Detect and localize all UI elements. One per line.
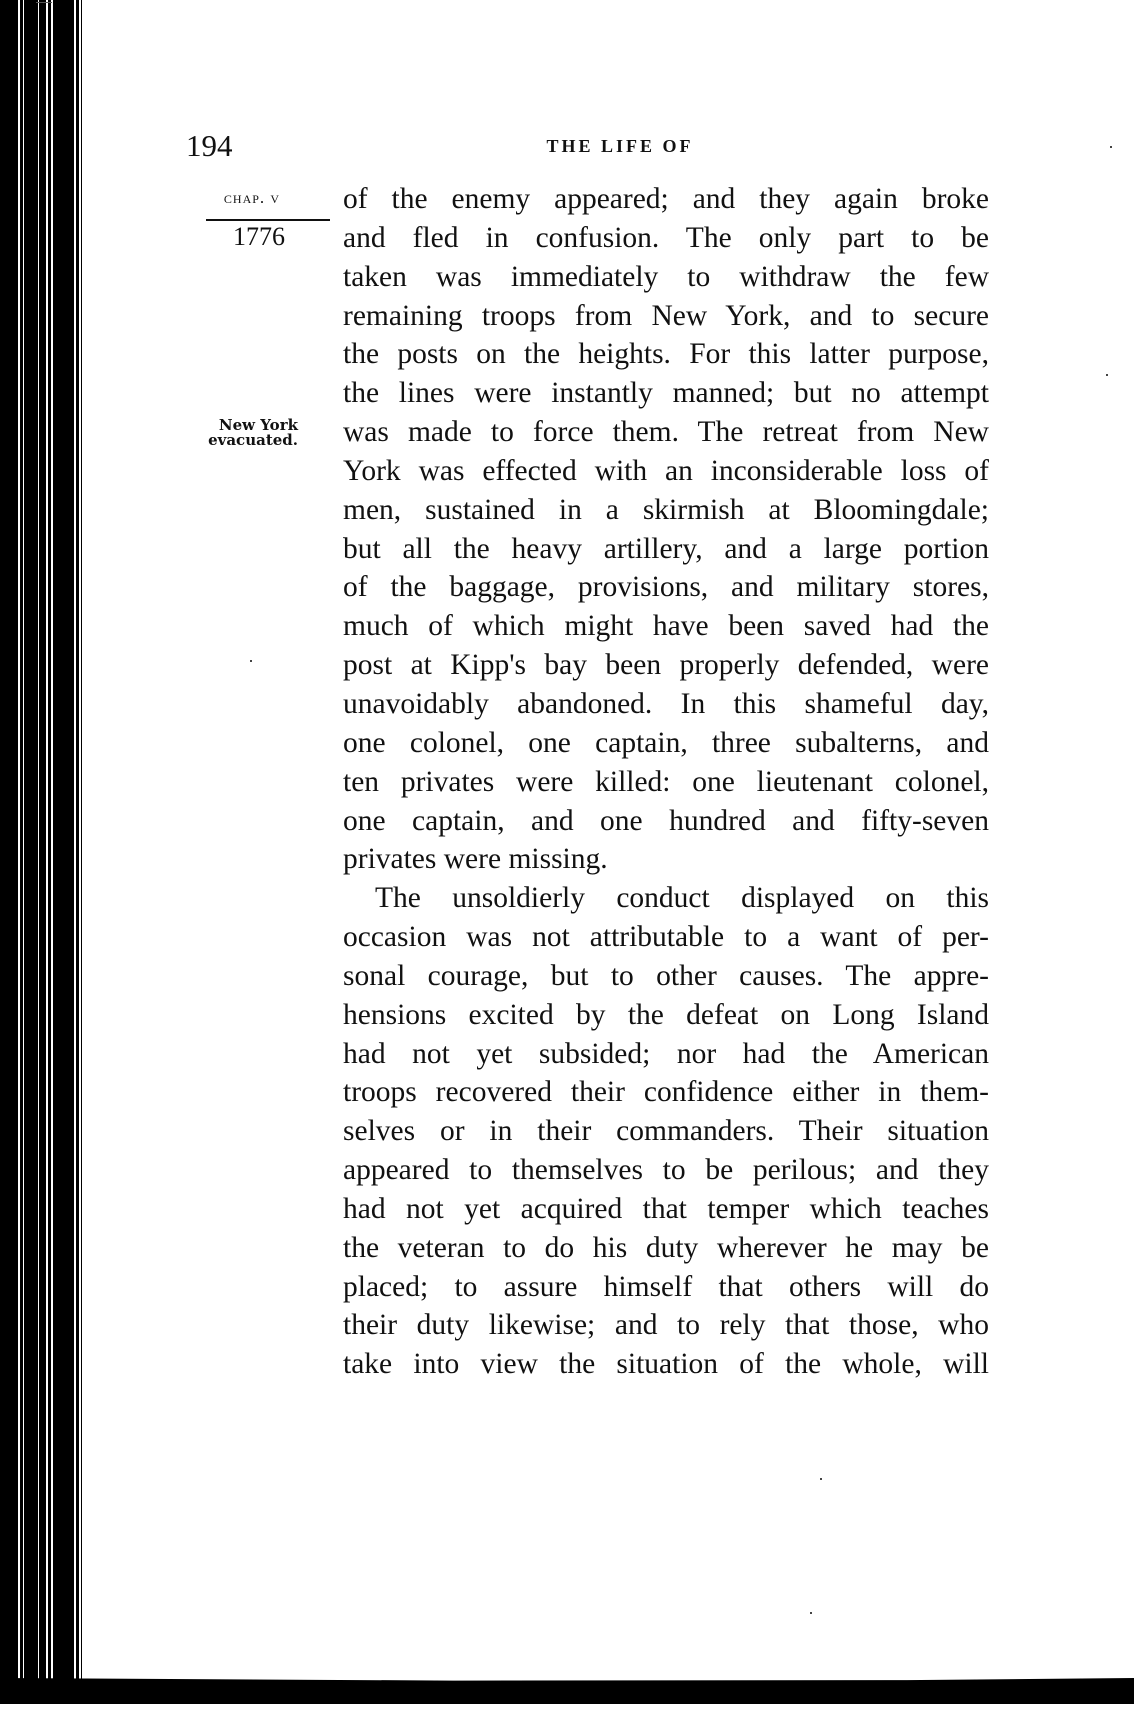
- text-line: The unsoldierly conduct displayed on this: [375, 882, 989, 915]
- margin-note-line: New York: [218, 416, 298, 434]
- text-line: much of which might have been saved had the: [343, 610, 989, 643]
- page-bottom-edge-shadow: [0, 1678, 1134, 1704]
- text-line: occasion was not attributable to a want of per-: [343, 921, 989, 954]
- text-line: placed; to assure himself that others will do: [343, 1270, 989, 1303]
- scan-artifact: [36, 2, 52, 3]
- book-spine-edge: [60, 0, 68, 1700]
- text-line: men, sustained in a skirmish at Bloomingdale;: [343, 493, 989, 526]
- text-line: but all the heavy artillery, and a large portion: [343, 532, 989, 565]
- text-line: take into view the situation of the whole, will: [343, 1348, 989, 1381]
- text-line: had not yet subsided; nor had the American: [343, 1037, 989, 1070]
- margin-chapter-label: chap. v: [223, 188, 281, 207]
- book-spine-edge: [24, 0, 38, 1700]
- text-line: sonal courage, but to other causes. The appre-: [343, 959, 989, 992]
- page-number: 194: [186, 128, 233, 163]
- text-line: was made to force them. The retreat from New: [343, 416, 989, 449]
- text-line: the veteran to do his duty wherever he may be: [343, 1231, 989, 1264]
- margin-note: [180, 418, 298, 448]
- scan-speck: [820, 1478, 822, 1480]
- text-line: and fled in confusion. The only part to be: [343, 221, 989, 254]
- text-line: York was effected with an inconsiderable loss of: [343, 454, 989, 487]
- text-line: remaining troops from New York, and to secure: [343, 299, 989, 332]
- text-line: appeared to themselves to be perilous; and they: [343, 1154, 989, 1187]
- book-spine-edge: [0, 0, 14, 1700]
- text-line: of the enemy appeared; and they again broke: [343, 183, 989, 215]
- text-line: one colonel, one captain, three subalterns, and: [343, 726, 989, 759]
- text-line: hensions excited by the defeat on Long Island: [343, 998, 989, 1031]
- margin-divider: [206, 219, 330, 221]
- text-line: ten privates were killed: one lieutenant colonel,: [343, 765, 989, 798]
- text-line: unavoidably abandoned. In this shameful day,: [343, 687, 989, 720]
- scan-speck: [1110, 146, 1112, 148]
- text-line: troops recovered their confidence either in them-: [343, 1076, 989, 1109]
- text-line: post at Kipp's bay been properly defended, were: [343, 649, 989, 682]
- text-line: privates were missing.: [343, 843, 608, 876]
- running-head: THE LIFE OF: [546, 136, 694, 156]
- text-line: taken was immediately to withdraw the few: [343, 260, 989, 293]
- text-line: had not yet acquired that temper which teaches: [343, 1192, 989, 1225]
- text-line: of the baggage, provisions, and military stores,: [343, 571, 989, 604]
- margin-note-line: evacuated.: [208, 431, 298, 449]
- text-line: one captain, and one hundred and fifty-seven: [343, 804, 989, 837]
- text-line: their duty likewise; and to rely that those, who: [343, 1309, 989, 1342]
- text-line: the lines were instantly manned; but no attempt: [343, 377, 989, 410]
- margin-year: 1776: [233, 222, 285, 251]
- scan-speck: [1106, 374, 1108, 376]
- text-line: the posts on the heights. For this latter purpose,: [343, 338, 989, 371]
- body-text: [343, 180, 989, 1384]
- scan-speck: [250, 660, 252, 662]
- scan-speck: [810, 1612, 812, 1614]
- text-line: selves or in their commanders. Their situation: [343, 1115, 989, 1148]
